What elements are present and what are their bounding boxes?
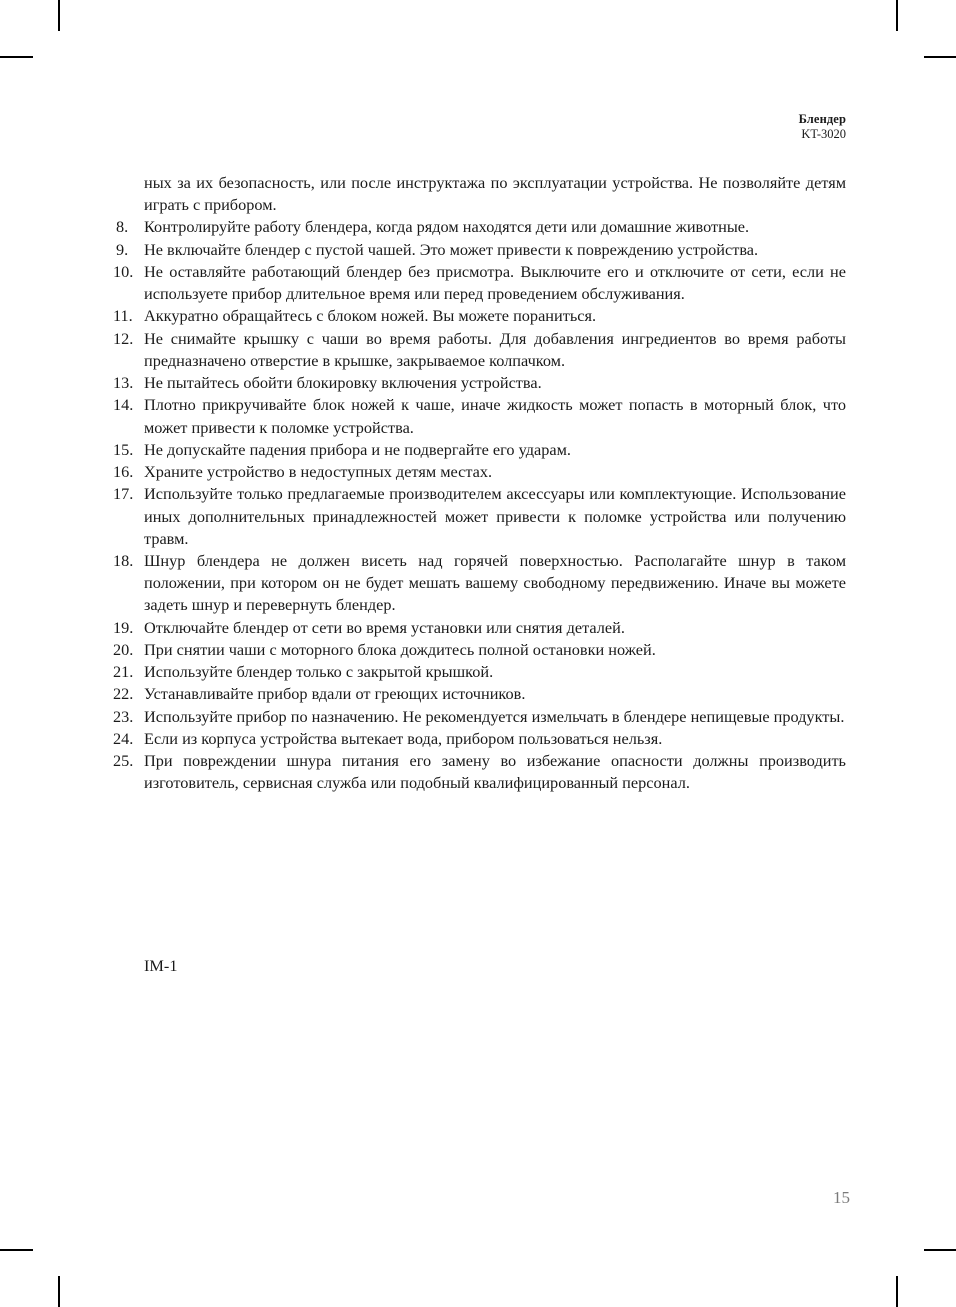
list-item-text: Не снимайте крышку с чаши во время работы. Для добавления ингредиентов во время работы предназначено отверстие в крышке, закрываемое колпачком. (144, 328, 846, 370)
safety-list-item (113, 483, 846, 550)
header-model-code: KT-3020 (801, 126, 846, 141)
safety-list-item (113, 639, 846, 661)
safety-list-item (113, 617, 846, 639)
list-item-text: Если из корпуса устройства вытекает вода, прибором пользоваться нельзя. (144, 728, 663, 748)
safety-list-item (113, 661, 846, 683)
crop-mark-bottom-right-horizontal (924, 1249, 956, 1251)
safety-list-item (113, 372, 846, 394)
crop-mark-bottom-left-vertical (58, 1276, 60, 1307)
safety-list-item (113, 683, 846, 705)
safety-list-item (113, 706, 846, 728)
safety-list-item (113, 305, 846, 327)
crop-mark-bottom-left-horizontal (0, 1249, 33, 1251)
list-item-number: 15. (113, 439, 134, 459)
list-item-text: Плотно прикручивайте блок ножей к чаше, иначе жидкость может попасть в моторный блок, что может привести к поломке устройства. (144, 395, 846, 437)
list-item-text: При повреждении шнура питания его замену во избежание опасности должны производить изготовитель, сервисная служба или подобный квалифицированный персонал. (144, 751, 846, 793)
crop-mark-top-left-vertical (58, 0, 60, 31)
lead-paragraph: ных за их безопасность, или после инструктажа по эксплуатации устройства. Не позволяйте детям играть с прибором. (144, 173, 846, 215)
list-item-number: 20. (113, 639, 134, 659)
list-item-text: Не оставляйте работающий блендер без присмотра. Выключите его и отключите от сети, если не используете прибор длительное время или перед проведением обслуживания. (144, 261, 846, 304)
list-item-text: Используйте только предлагаемые производителем аксессуары или комплектующие. Использование иных дополнительных принадлежностей может привести к поломке устройства или получению травм. (144, 484, 846, 548)
page-number: 15 (833, 1188, 850, 1207)
crop-mark-top-right-vertical (896, 0, 898, 31)
crop-mark-top-left-horizontal (0, 56, 33, 58)
safety-list-item (113, 439, 846, 461)
safety-list-item (113, 328, 846, 372)
safety-list-item (113, 461, 846, 483)
list-item-text: Аккуратно обращайтесь с блоком ножей. Вы можете пораниться. (144, 306, 597, 326)
safety-list-item (113, 750, 846, 794)
crop-mark-top-right-horizontal (924, 56, 956, 58)
list-item-text: Контролируйте работу блендера, когда рядом находятся дети или домашние животные. (144, 217, 750, 237)
safety-instructions-list (113, 216, 846, 794)
list-item-number: 10. (113, 261, 134, 281)
list-item-text: Используйте прибор по назначению. Не рекомендуется измельчать в блендере непищевые продукты. (144, 706, 845, 726)
form-code: IM-1 (144, 956, 178, 975)
safety-list-item (113, 239, 846, 261)
list-item-text: Не допускайте падения прибора и не подвергайте его ударам. (144, 439, 571, 459)
list-item-number: 23. (113, 706, 134, 726)
list-item-number: 14. (113, 395, 134, 415)
list-item-text: Отключайте блендер от сети во время установки или снятия деталей. (144, 617, 625, 637)
list-item-text: Не пытайтесь обойти блокировку включения устройства. (144, 373, 542, 393)
list-item-number: 21. (113, 662, 134, 682)
list-item-text: Не включайте блендер с пустой чашей. Это может привести к повреждению устройства. (144, 239, 759, 259)
safety-list-item (113, 216, 846, 238)
list-item-number: 24. (113, 728, 134, 748)
list-item-text: Шнур блендера не должен висеть над горячей поверхностью. Располагайте шнур в таком положении, при котором он не будет мешать вашему свободному передвижению. Иначе вы можете задеть шнур и перевернуть блендер. (144, 550, 846, 615)
list-item-number: 11. (113, 306, 133, 326)
list-item-text: При снятии чаши с моторного блока дождитесь полной остановки ножей. (144, 639, 656, 659)
safety-list-item (113, 550, 846, 617)
list-item-number: 25. (113, 751, 134, 771)
list-item-number: 19. (113, 617, 134, 637)
list-item-number: 12. (113, 328, 134, 348)
running-header (799, 112, 846, 142)
list-item-text: Устанавливайте прибор вдали от греющих источников. (144, 684, 526, 704)
header-product-name: Блендер (798, 112, 846, 126)
list-item-number: 22. (113, 684, 134, 704)
safety-list-item (113, 394, 846, 438)
safety-list-item (113, 728, 846, 750)
list-item-number: 13. (113, 373, 134, 393)
list-item-number: 9. (116, 239, 129, 259)
list-item-number: 18. (113, 550, 134, 570)
list-item-text: Храните устройство в недоступных детям местах. (144, 462, 493, 482)
list-item-text: Используйте блендер только с закрытой крышкой. (144, 662, 494, 682)
list-item-number: 16. (113, 462, 134, 482)
safety-list-item (113, 261, 846, 305)
body-content (113, 172, 846, 795)
list-item-number: 17. (113, 484, 134, 504)
crop-mark-bottom-right-vertical (896, 1276, 898, 1307)
list-item-number: 8. (116, 217, 129, 237)
